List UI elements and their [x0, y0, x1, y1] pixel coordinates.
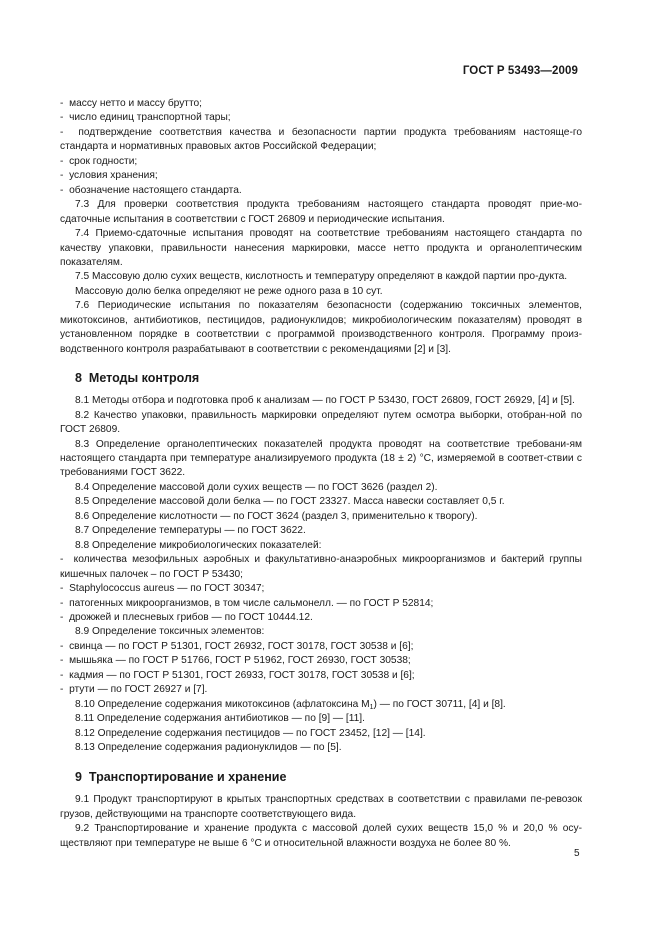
paragraph: 8.7 Определение температуры — по ГОСТ 3622. [75, 525, 306, 537]
paragraph: 7.5 Массовую долю сухих веществ, кислотность и температуру определяют в каждой партии про-дукта. [75, 271, 568, 283]
list-item: - мышьяка — по ГОСТ Р 51766, ГОСТ Р 51962, ГОСТ 26930, ГОСТ 30538; [60, 654, 582, 668]
paragraph: 8.9 Определение токсичных элементов: [75, 626, 265, 638]
document-body [60, 97, 582, 851]
subscript: 1 [369, 703, 374, 711]
list-item: - срок годности; [60, 155, 582, 169]
paragraph: 8.10 Определение содержания микотоксинов (афлатоксина $M_1$) — по ГОСТ 30711, [4] и [8]. [75, 698, 506, 711]
section-title: Транспортирование и хранение [88, 770, 287, 785]
paragraph: 7.4 Приемо-сдаточные испытания проводят на соответствие требованиям настоящего стандарта по качеству упаковки, правильности нанесения маркировки, массе нетто продукта и органолептическим показателям. [60, 228, 582, 268]
page-number: 5 [574, 848, 580, 859]
list-item: - Staphylococcus aureus — по ГОСТ 30347; [60, 582, 582, 596]
paragraph: 8.6 Определение кислотности — по ГОСТ 3624 (раздел 3, применительно к творогу). [75, 510, 478, 522]
list-item: - условия хранения; [60, 169, 582, 183]
section-8-heading [75, 370, 582, 386]
section-8-body [60, 394, 582, 698]
list-item: - подтверждение соответствия качества и безопасности партии продукта требованиям настояще-го стандарта и нормативных правовых актов Российской Федерации; [60, 126, 582, 155]
list-item: - ртути — по ГОСТ 26927 и [7]. [60, 683, 582, 697]
list-item: - свинца — по ГОСТ Р 51301, ГОСТ 26932, ГОСТ 30178, ГОСТ 30538 и [6]; [60, 640, 582, 654]
paragraph: 8.13 Определение содержания радионуклидов — по [5]. [75, 742, 342, 754]
paragraph: 7.6 Периодические испытания по показателям безопасности (содержанию токсичных элементов, микотоксинов, антибиотиков, пестицидов, радионуклидов; микробиологическим показателям) проводят в установленном порядке в соответствии с программой производственного контроля. Программу произ-водственного контроля разрабатывают в соответствии с рекомендациями [2] и [3]. [60, 300, 582, 355]
document-header: ГОСТ Р 53493—2009 [462, 65, 578, 77]
section-9-heading [75, 769, 582, 785]
list-item: - количества мезофильных аэробных и факультативно-анаэробных микроорганизмов и бактерий группы кишечных палочек – по ГОСТ Р 53430; [60, 553, 582, 582]
paragraph: 8.5 Определение массовой доли белка — по ГОСТ 23327. Масса навески составляет 0,5 г. [75, 496, 505, 508]
paragraph: 8.1 Методы отбора и подготовка проб к анализам — по ГОСТ Р 53430, ГОСТ 26809, ГОСТ 26929, [4] и [5]. [75, 395, 575, 407]
paragraph: 8.12 Определение содержания пестицидов — по ГОСТ 23452, [12] — [14]. [75, 727, 426, 739]
section-8-body-end [60, 712, 582, 755]
list-item: - число единиц транспортной тары; [60, 111, 582, 125]
list-item: - дрожжей и плесневых грибов — по ГОСТ 10444.12. [60, 611, 582, 625]
list-item: - массу нетто и массу брутто; [60, 97, 582, 111]
list-item: - обозначение настоящего стандарта. [60, 184, 582, 198]
paragraph: Массовую долю белка определяют не реже одного раза в 10 сут. [75, 285, 383, 297]
paragraph: 9.2 Транспортирование и хранение продукта с массовой долей сухих веществ 15,0 % и 20,0 % осу-ществляют при температуре не выше 6 °С и относительной влажности воздуха не более 80 %. [60, 823, 582, 849]
section-number: 9 [75, 770, 82, 785]
list-item: - патогенных микроорганизмов, в том числе сальмонелл. — по ГОСТ Р 52814; [60, 597, 582, 611]
section-title: Методы контроля [88, 371, 200, 386]
paragraph: 8.4 Определение массовой доли сухих веществ — по ГОСТ 3626 (раздел 2). [75, 481, 438, 493]
requirements-list [60, 97, 582, 357]
paragraph: 7.3 Для проверки соответствия продукта требованиям настоящего стандарта проводят прие-мо-сдаточные испытания в соответствии с ГОСТ 26809 и периодические испытания. [60, 199, 582, 225]
list-item: - кадмия — по ГОСТ Р 51301, ГОСТ 26933, ГОСТ 30178, ГОСТ 30538 и [6]; [60, 669, 582, 683]
paragraph: 8.3 Определение органолептических показателей продукта проводят на соответствие требовани-ям настоящего стандарта при температуре анализируемого продукта (18 ± 2) °С, измеряемой в соответ-ствии с требованиями ГОСТ 3622. [60, 438, 582, 479]
section-9-body [60, 793, 582, 851]
paragraph: 8.11 Определение содержания антибиотиков — по [9] — [11]. [75, 713, 365, 725]
paragraph: 8.8 Определение микробиологических показателей: [75, 539, 322, 551]
section-number: 8 [75, 371, 82, 386]
paragraph: 9.1 Продукт транспортируют в крытых транспортных средствах в соответствии с правилами пе-ревозок грузов, действующими на транспорте соответствующего вида. [60, 794, 582, 820]
paragraph: 8.2 Качество упаковки, правильность маркировки определяют путем осмотра выборки, отобран-ной по ГОСТ 26809. [60, 409, 582, 436]
